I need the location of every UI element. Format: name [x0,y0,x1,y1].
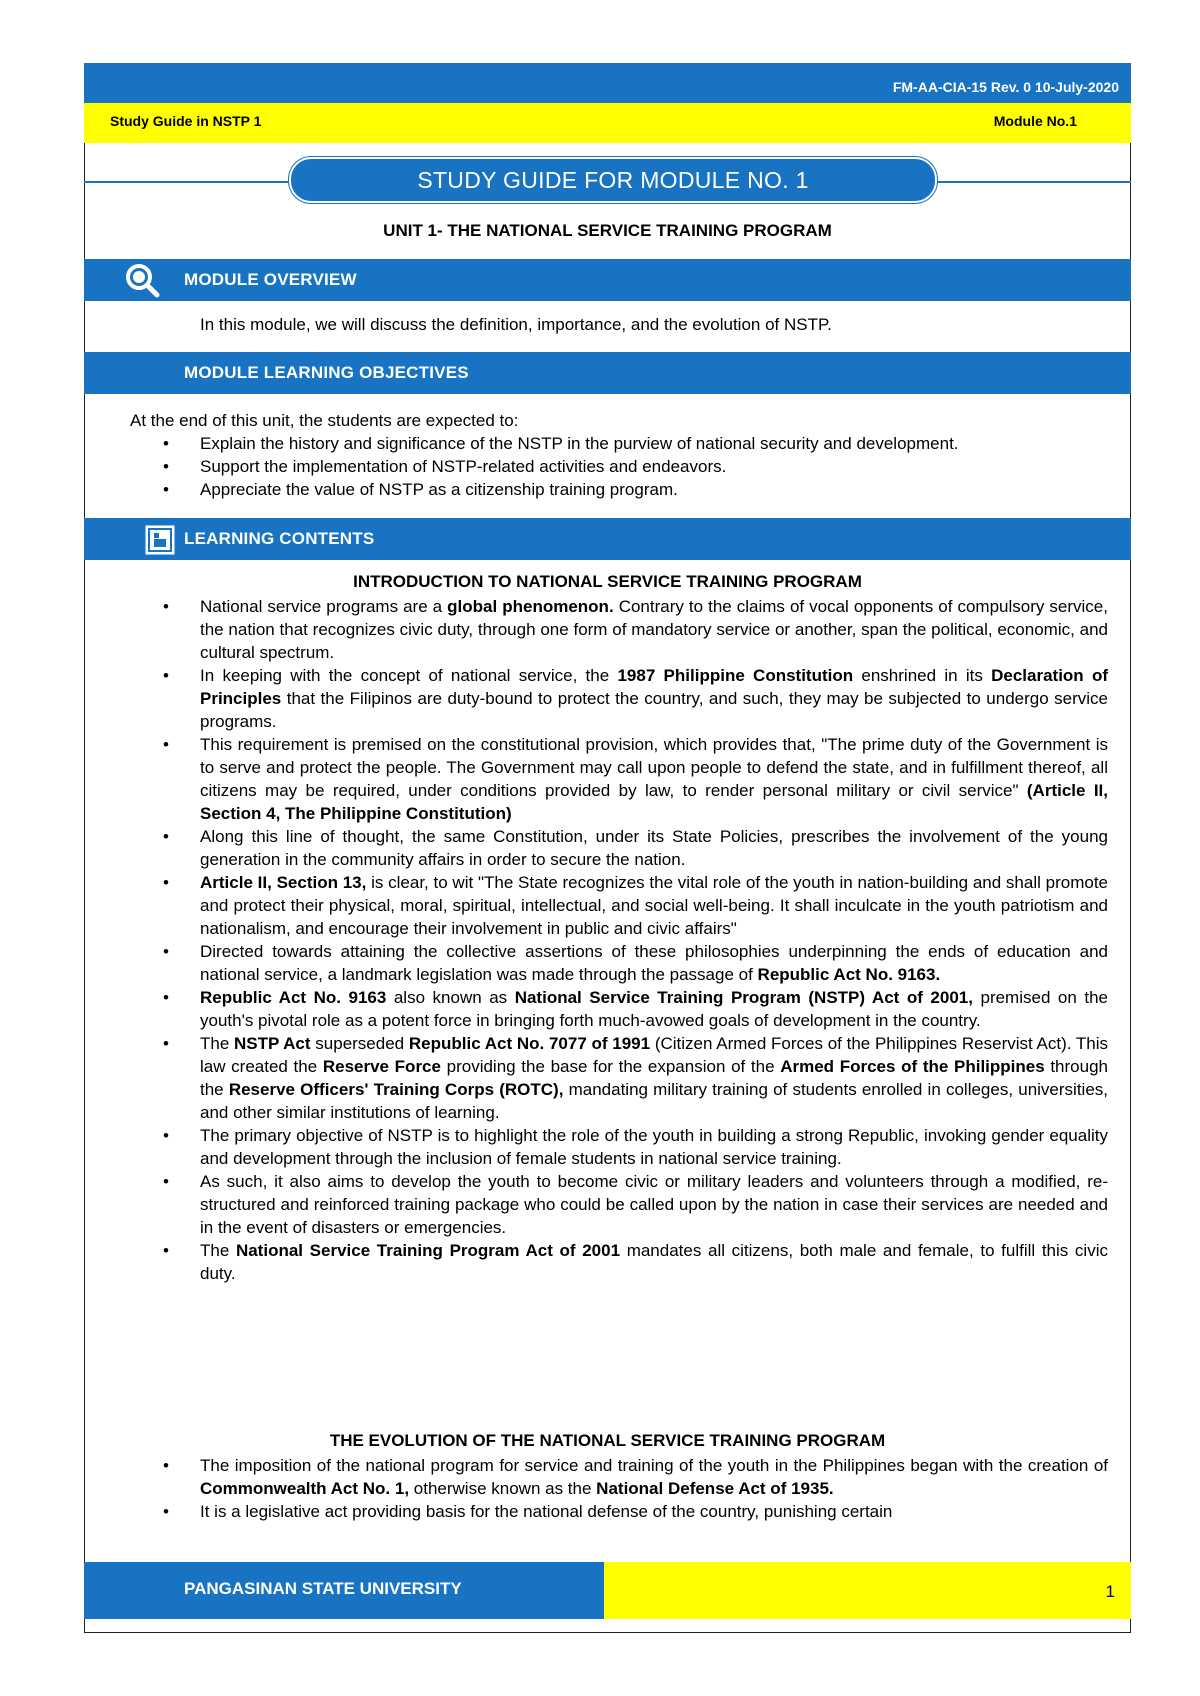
intro-title: INTRODUCTION TO NATIONAL SERVICE TRAINING PROGRAM [353,572,862,591]
bold-run: National Service Training Program Act of 2001 [235,1241,621,1260]
bold-run: Republic Act No. 7077 of 1991 [408,1034,651,1053]
objectives-intro: At the end of this unit, the students are expected to: [130,411,519,430]
text-run: enshrined in its [853,666,992,685]
header-band [84,63,1131,103]
text-run: The [200,1241,236,1260]
contents-heading: LEARNING CONTENTS [184,529,375,548]
evolution-content [200,1454,1108,1523]
text-run: through the [200,1057,1108,1099]
bold-run: Reserve Officers' Training Corps (ROTC), [228,1080,564,1099]
bold-run: (Article II, Section 4, The Philippine Constitution) [200,781,1108,823]
text-run: The [200,1034,235,1053]
list-item [200,1032,1108,1124]
list-item [200,664,1108,733]
overview-bar [84,259,1131,301]
text-run: also known as [386,988,515,1007]
objective-item: • Appreciate the value of NSTP as a citizenship training program. [200,478,959,501]
list-item [200,1239,1108,1285]
bold-run: 1987 Philippine Constitution [617,666,854,685]
list-item [200,1170,1108,1239]
objectives-heading: MODULE LEARNING OBJECTIVES [184,363,469,382]
text-run: (Citizen Armed Forces of the Philippines Reservist Act). This law created the [200,1034,1109,1076]
module-label: Module No.1 [993,113,1077,129]
text-run: providing the base for the expansion of the [440,1057,781,1076]
university-name: PANGASINAN STATE UNIVERSITY [184,1579,462,1598]
list-item [200,940,1108,986]
list-item [200,825,1108,871]
footer-band [84,1562,604,1619]
text-run: mandating military training of students enrolled in colleges, universities, and other similar institutions of learning. [200,1080,1108,1122]
magnifier-icon [124,262,160,298]
subheader-band [84,103,1131,143]
objectives-block [130,409,959,501]
document-icon [144,524,176,556]
bold-run: NSTP Act [234,1034,311,1053]
bold-run: Republic Act No. 9163. [757,965,941,984]
text-run: superseded [310,1034,409,1053]
guide-label: Study Guide in NSTP 1 [110,113,262,129]
text-run: The primary objective of NSTP is to highlight the role of the youth in building a strong Republic, invoking gender equality and development through the inclusion of female students in national service training. [200,1126,1108,1168]
text-run: Contrary to the claims of vocal opponents of compulsory service, the nation that recognizes civic duty, through one form of mandatory service or another, span the political, economic, and cultural spectrum. [200,597,1108,662]
bold-run: Armed Forces of the Philippines [780,1057,1045,1076]
list-item [200,871,1108,940]
text-run: It is a legislative act providing basis for the national defense of the country, punishing certain [200,1502,893,1521]
overview-heading: MODULE OVERVIEW [184,270,357,289]
text-run: mandates all citizens, both male and female, to fulfill this civic duty. [200,1241,1108,1283]
overview-text: In this module, we will discuss the definition, importance, and the evolution of NSTP. [200,315,832,334]
text-run: otherwise known as the [409,1479,597,1498]
bold-run: Commonwealth Act No. 1, [200,1479,410,1498]
bold-run: Article II, Section 13, [200,873,367,892]
intro-content [200,595,1108,1285]
objective-item: • Support the implementation of NSTP-related activities and endeavors. [200,455,959,478]
bold-run: Republic Act No. 9163 [200,988,387,1007]
objectives-bar [84,352,1131,394]
bold-run: Reserve Force [322,1057,441,1076]
unit-title: UNIT 1- THE NATIONAL SERVICE TRAINING PROGRAM [383,221,832,240]
objectives-list [130,432,959,501]
bold-run: National Defense Act of 1935. [596,1479,834,1498]
text-run: The imposition of the national program for service and training of the youth in the Philippines began with the creation of [200,1456,1108,1475]
text-run: premised on the youth's pivotal role as a potent force in bringing forth much-avowed goals of development in the country. [200,988,1108,1030]
text-run: is clear, to wit "The State recognizes the vital role of the youth in nation-building and shall promote and protect their physical, moral, spiritual, intellectual, and social well-being. It shall inculcate in the youth patriotism and nationalism, and encourage their involvement in public and civic affairs" [200,873,1109,938]
evolution-list [200,1454,1108,1523]
form-code: FM-AA-CIA-15 Rev. 0 10-July-2020 [892,79,1119,95]
intro-list [200,595,1108,1285]
text-run: In keeping with the concept of national service, the [200,666,618,685]
text-run: that the Filipinos are duty-bound to protect the country, and such, they may be subjected to undergo service programs. [200,689,1108,731]
bold-run: global phenomenon. [447,597,614,616]
list-item [200,1500,1108,1523]
list-item [200,733,1108,825]
list-item [200,1454,1108,1500]
bold-run: Declaration of Principles [200,666,1108,708]
list-item [200,986,1108,1032]
bold-run: National Service Training Program (NSTP) Act of 2001, [514,988,973,1007]
page-title: STUDY GUIDE FOR MODULE NO. 1 [289,157,937,203]
list-item [200,595,1108,664]
evolution-title: THE EVOLUTION OF THE NATIONAL SERVICE TRAINING PROGRAM [329,1431,886,1450]
list-item [200,1124,1108,1170]
footer-page-band [604,1562,1131,1619]
text-run: This requirement is premised on the constitutional provision, which provides that, "The prime duty of the Government is to serve and protect the people. The Government may call upon people to defend the state, and in fulfillment thereof, all citizens may be required, under conditions provided by law, to render personal military or civil service" [200,735,1108,800]
objective-item: • Explain the history and significance of the NSTP in the purview of national security and development. [200,432,959,455]
contents-bar [84,518,1131,560]
page-number: 1 [1105,1582,1115,1601]
text-run: National service programs are a [200,597,448,616]
text-run: Along this line of thought, the same Constitution, under its State Policies, prescribes the involvement of the young generation in the community affairs in order to secure the nation. [200,827,1108,869]
text-run: As such, it also aims to develop the youth to become civic or military leaders and volunteers through a modified, re-structured and reinforced training package who could be called upon by the nation in case their services are needed and in the event of disasters or emergencies. [200,1172,1108,1237]
text-run: Directed towards attaining the collective assertions of these philosophies underpinning the ends of education and national service, a landmark legislation was made through the passage of [200,942,1108,984]
